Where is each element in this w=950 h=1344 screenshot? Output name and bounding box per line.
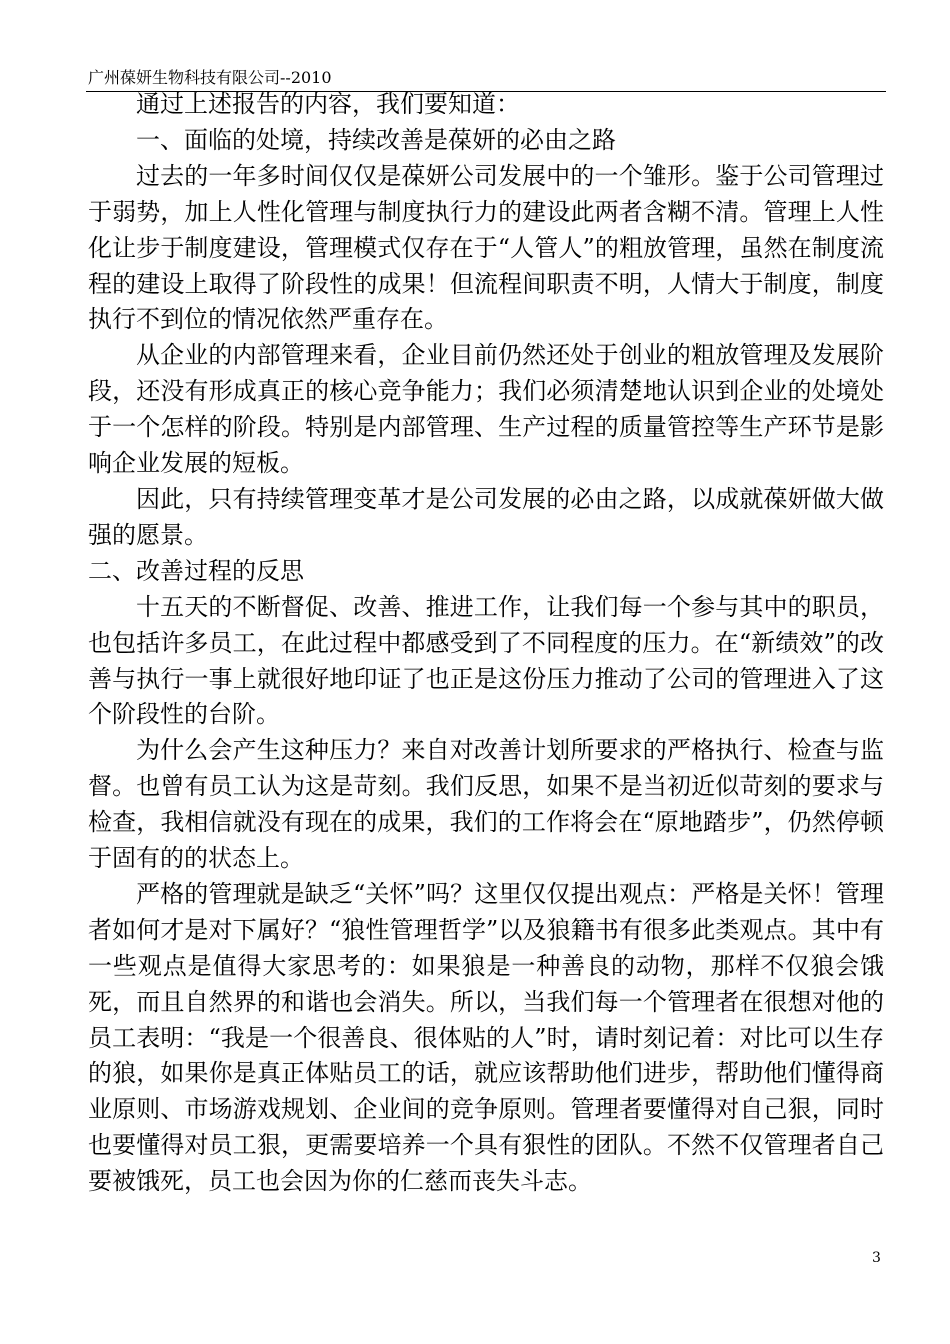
paragraph: 因此，只有持续管理变革才是公司发展的必由之路，以成就葆妍做大做强的愿景。 [88,484,884,549]
paragraph: 十五天的不断督促、改善、推进工作，让我们每一个参与其中的职员，也包括许多员工，在此过程中都感受到了不同程度的压力。在“新绩效”的改善与执行一事上就很好地印证了也正是这份压力推动了公司的管理进入了这个阶段性的台阶。 [88,592,884,729]
page-number: 3 [872,1250,881,1266]
paragraph: 严格的管理就是缺乏“关怀”吗？这里仅仅提出观点：严格是关怀！管理者如何才是对下属好？“狼性管理哲学”以及狼籍书有很多此类观点。其中有一些观点是值得大家思考的：如果狼是一种善良的动物，那样不仅狼会饿死，而且自然界的和谐也会消失。所以，当我们每一个管理者在很想对他的员工表明：“我是一个很善良、很体贴的人”时，请时刻记着：对比可以生存的狼，如果你是真正体贴员工的话，就应该帮助他们进步，帮助他们懂得商业原则、市场游戏规划、企业间的竞争原则。管理者要懂得对自己狠，同时也要懂得对员工狠，更需要培养一个具有狠性的团队。不然不仅管理者自己要被饿死，员工也会因为你的仁慈而丧失斗志。 [88,879,884,1196]
document-body [88,87,884,1200]
paragraph: 为什么会产生这种压力？来自对改善计划所要求的严格执行、检查与监督。也曾有员工认为这是苛刻。我们反思，如果不是当初近似苛刻的要求与检查，我相信就没有现在的成果，我们的工作将会在“原地踏步”，仍然停顿于固有的的状态上。 [88,736,884,873]
page-header: 广州葆妍生物科技有限公司--2010 [88,68,332,87]
paragraph: 过去的一年多时间仅仅是葆妍公司发展中的一个雏形。鉴于公司管理过于弱势，加上人性化管理与制度执行力的建设此两者含糊不清。管理上人性化让步于制度建设，管理模式仅存在于“人管人”的粗放管理，虽然在制度流程的建设上取得了阶段性的成果！但流程间职责不明，人情大于制度，制度执行不到位的情况依然严重存在。 [88,161,884,334]
paragraph: 从企业的内部管理来看，企业目前仍然还处于创业的粗放管理及发展阶段，还没有形成真正的核心竞争能力；我们必须清楚地认识到企业的处境处于一个怎样的阶段。特别是内部管理、生产过程的质量管控等生产环节是影响企业发展的短板。 [88,341,884,478]
section-heading-2: 二、改善过程的反思 [88,556,304,585]
paragraph-intro: 通过上述报告的内容，我们要知道： [136,90,520,118]
section-heading-1: 一、面临的处境，持续改善是葆妍的必由之路 [136,125,616,154]
